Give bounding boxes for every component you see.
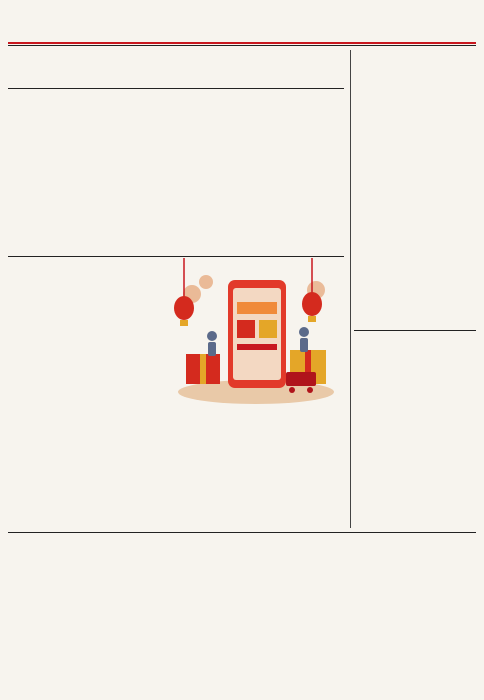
rule-under-main: [8, 88, 344, 89]
rule-under-second: [8, 256, 344, 257]
header-rule-thin: [8, 45, 476, 46]
rule-above-bottom: [8, 532, 476, 533]
page-header: [0, 0, 484, 42]
header-rule: [8, 42, 476, 44]
right-column-divider: [350, 50, 351, 528]
phone-icon: [228, 280, 286, 388]
rule-right-mid: [354, 330, 476, 331]
shopping-illustration: [166, 258, 342, 412]
